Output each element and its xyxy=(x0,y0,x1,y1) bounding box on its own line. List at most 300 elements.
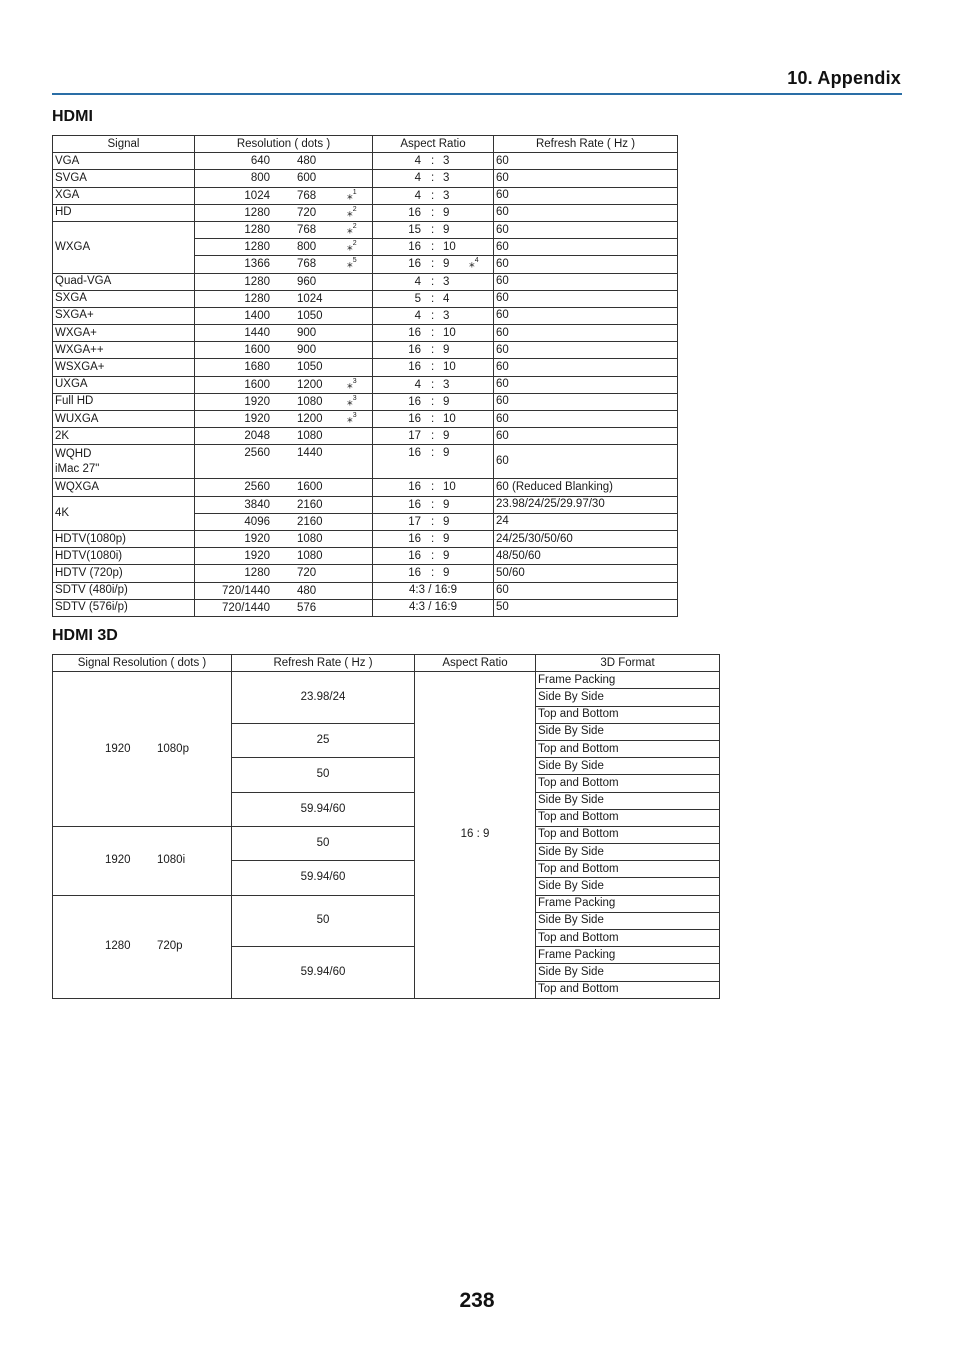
resolution-height: 720 xyxy=(297,567,317,580)
resolution-height: 1080 xyxy=(297,395,323,408)
aspect-a: 16 xyxy=(408,532,421,545)
table-row xyxy=(53,548,678,565)
chapter-title: 10. Appendix xyxy=(787,68,901,88)
refresh-rate-cell: 60 xyxy=(494,325,678,342)
resolution-width: 1280 xyxy=(244,206,270,219)
refresh-rate-cell: 60 xyxy=(494,582,678,599)
aspect-colon: : xyxy=(431,567,435,580)
resolution-cell xyxy=(195,256,373,273)
resolution-width: 1280 xyxy=(244,275,270,288)
table-row xyxy=(53,479,678,496)
signal-name: Full HD xyxy=(55,395,94,408)
aspect-a: 16 xyxy=(408,327,421,340)
footnote-mark: ⁎$^3$ xyxy=(347,394,357,408)
signal-name: Quad-VGA xyxy=(55,275,112,288)
aspect-cell xyxy=(373,359,494,376)
aspect-colon: : xyxy=(431,223,435,236)
hdmi-3d-table xyxy=(52,654,720,999)
resolution-cell xyxy=(195,204,373,221)
signal-name: SDTV (576i/p) xyxy=(55,601,128,614)
resolution-height: 1200 xyxy=(297,378,323,391)
resolution-cell xyxy=(195,187,373,204)
resolution-cell xyxy=(195,239,373,256)
signal-name: SXGA+ xyxy=(55,309,94,322)
signal-cell xyxy=(53,548,195,565)
resolution-width: 1280 xyxy=(244,567,270,580)
resolution-height: 2160 xyxy=(297,498,323,511)
format-cell: Side By Side xyxy=(536,964,720,981)
aspect-cell xyxy=(373,393,494,410)
signal-name: HDTV(1080i) xyxy=(55,549,123,562)
aspect-colon: : xyxy=(431,378,435,391)
column-header: 3D Format xyxy=(536,655,720,672)
signal-cell xyxy=(53,342,195,359)
aspect-b: 10 xyxy=(443,361,456,374)
aspect-b: 3 xyxy=(443,189,450,202)
resolution-cell xyxy=(195,273,373,290)
aspect-a: 16 xyxy=(408,395,421,408)
footnote-number: 2 xyxy=(352,222,357,230)
refresh-rate-cell: 59.94/60 xyxy=(232,792,415,826)
aspect-a: 16 xyxy=(408,241,421,254)
signal-name: WXGA++ xyxy=(55,343,104,356)
aspect-b: 3 xyxy=(443,172,450,185)
footnote-number: 3 xyxy=(352,394,357,402)
table-row xyxy=(53,565,678,582)
resolution-height: 720 xyxy=(297,206,317,219)
resolution-cell xyxy=(195,599,373,616)
aspect-cell xyxy=(373,204,494,221)
table-header-row xyxy=(53,136,678,153)
resolution-height: 768 xyxy=(297,258,317,271)
aspect-colon: : xyxy=(431,532,435,545)
refresh-rate-cell: 24 xyxy=(494,513,678,530)
aspect-cell xyxy=(373,428,494,445)
resolution-width: 1920 xyxy=(105,742,131,755)
signal-name: HD xyxy=(55,206,72,219)
resolution-width: 1920 xyxy=(244,550,270,563)
table-row xyxy=(53,170,678,187)
aspect-colon: : xyxy=(431,206,435,219)
table-row xyxy=(53,582,678,599)
resolution-height: 1050 xyxy=(297,309,323,322)
signal-cell xyxy=(53,376,195,393)
aspect-b: 9 xyxy=(443,532,450,545)
aspect-a: 4 xyxy=(414,155,421,168)
resolution-width: 720/1440 xyxy=(222,584,270,597)
resolution-width: 1680 xyxy=(244,361,270,374)
aspect-b: 9 xyxy=(443,430,450,443)
resolution-cell xyxy=(195,548,373,565)
resolution-height: 768 xyxy=(297,189,317,202)
aspect-a: 16 xyxy=(408,550,421,563)
resolution-height: 480 xyxy=(297,584,317,597)
aspect-cell xyxy=(373,239,494,256)
refresh-rate-cell: 60 xyxy=(494,204,678,221)
refresh-rate-cell: 60 xyxy=(494,221,678,238)
column-header: Signal Resolution ( dots ) xyxy=(53,655,232,672)
format-cell: Top and Bottom xyxy=(536,930,720,947)
refresh-rate-cell: 59.94/60 xyxy=(232,947,415,999)
footnote-number: 2 xyxy=(352,205,357,213)
table-row xyxy=(53,325,678,342)
resolution-cell xyxy=(195,565,373,582)
signal-name: HDTV(1080p) xyxy=(55,532,126,545)
refresh-rate-cell: 60 xyxy=(494,187,678,204)
refresh-rate-cell: 59.94/60 xyxy=(232,861,415,895)
table-row xyxy=(53,411,678,428)
format-cell: Side By Side xyxy=(536,689,720,706)
refresh-rate-cell: 60 xyxy=(494,411,678,428)
aspect-colon: : xyxy=(431,447,435,460)
aspect-cell xyxy=(373,325,494,342)
resolution-height: 1080 xyxy=(297,532,323,545)
table-row xyxy=(53,826,720,843)
aspect-cell xyxy=(373,221,494,238)
refresh-rate-cell: 60 xyxy=(494,153,678,170)
signal-name: SDTV (480i/p) xyxy=(55,584,128,597)
resolution-cell xyxy=(195,325,373,342)
refresh-rate-cell: 50 xyxy=(232,758,415,792)
signal-resolution-cell xyxy=(53,826,232,895)
aspect-cell xyxy=(373,479,494,496)
resolution-width: 3840 xyxy=(244,498,270,511)
footnote-mark: ⁎$^5$ xyxy=(347,257,357,271)
signal-name: SXGA xyxy=(55,292,87,305)
footnote-mark: ⁎$^3$ xyxy=(347,412,357,425)
aspect-colon: : xyxy=(431,550,435,563)
aspect-colon: : xyxy=(431,515,435,528)
aspect-cell xyxy=(373,273,494,290)
refresh-rate-cell: 60 xyxy=(494,445,678,479)
aspect-cell xyxy=(373,153,494,170)
refresh-rate-cell: 50/60 xyxy=(494,565,678,582)
signal-resolution-cell xyxy=(53,895,232,998)
resolution-cell xyxy=(195,582,373,599)
aspect-cell xyxy=(373,342,494,359)
signal-name: WQHD xyxy=(55,447,92,460)
aspect-b: 3 xyxy=(443,378,450,391)
aspect-a: 4 xyxy=(414,309,421,322)
aspect-cell xyxy=(373,445,494,479)
footnote-number: 4 xyxy=(474,257,479,265)
aspect-b: 3 xyxy=(443,309,450,322)
aspect-b: 9 xyxy=(443,206,450,219)
aspect-a: 16 xyxy=(408,567,421,580)
refresh-rate-cell: 60 xyxy=(494,170,678,187)
table-row xyxy=(53,496,678,513)
table-header-row xyxy=(53,655,720,672)
column-header: Refresh Rate ( Hz ) xyxy=(494,136,678,153)
signal-cell xyxy=(53,153,195,170)
table-row xyxy=(53,342,678,359)
page-number: 238 xyxy=(459,1289,495,1312)
column-header: Resolution ( dots ) xyxy=(195,136,373,153)
resolution-cell xyxy=(195,342,373,359)
format-cell: Frame Packing xyxy=(536,895,720,912)
signal-cell xyxy=(53,565,195,582)
aspect-b: 9 xyxy=(443,567,450,580)
table-row xyxy=(53,273,678,290)
resolution-cell xyxy=(195,513,373,530)
signal-name: WSXGA+ xyxy=(55,361,105,374)
resolution-cell xyxy=(195,428,373,445)
resolution-cell xyxy=(195,393,373,410)
signal-cell xyxy=(53,530,195,547)
signal-cell xyxy=(53,445,195,479)
aspect-cell xyxy=(373,582,494,599)
aspect-cell xyxy=(373,599,494,616)
resolution-height: 800 xyxy=(297,241,317,254)
aspect-b: 10 xyxy=(443,413,456,425)
resolution-height: 480 xyxy=(297,155,317,168)
resolution-height: 768 xyxy=(297,223,317,236)
signal-name: SVGA xyxy=(55,171,87,184)
aspect-colon: : xyxy=(473,828,483,841)
aspect-cell xyxy=(373,170,494,187)
format-cell: Side By Side xyxy=(536,844,720,861)
resolution-width: 1280 xyxy=(244,223,270,236)
format-cell: Side By Side xyxy=(536,723,720,740)
table-row xyxy=(53,153,678,170)
aspect-colon: : xyxy=(431,309,435,322)
aspect-b: 3 xyxy=(443,275,450,288)
aspect-colon: : xyxy=(431,292,435,305)
resolution-cell xyxy=(195,307,373,324)
table-row xyxy=(53,359,678,376)
aspect-colon: : xyxy=(431,258,435,271)
resolution-width: 2048 xyxy=(244,430,270,443)
format-cell: Side By Side xyxy=(536,912,720,929)
table-row xyxy=(53,307,678,324)
format-cell: Frame Packing xyxy=(536,672,720,689)
resolution-mode: 1080i xyxy=(157,854,186,867)
table-row xyxy=(53,376,678,393)
resolution-width: 2560 xyxy=(244,481,270,494)
format-cell: Top and Bottom xyxy=(536,981,720,998)
column-header: Aspect Ratio xyxy=(415,655,536,672)
aspect-a: 4 xyxy=(414,275,421,288)
signal-resolution-cell xyxy=(53,672,232,827)
signal-name: UXGA xyxy=(55,378,88,391)
resolution-width: 640 xyxy=(250,155,270,168)
resolution-cell xyxy=(195,445,373,479)
signal-cell xyxy=(53,325,195,342)
format-cell: Side By Side xyxy=(536,792,720,809)
resolution-cell xyxy=(195,153,373,170)
refresh-rate-cell: 50 xyxy=(232,895,415,947)
resolution-width: 1920 xyxy=(105,854,131,867)
aspect-b: 9 xyxy=(443,515,450,528)
aspect-a: 4 xyxy=(414,189,421,202)
aspect-a: 16 xyxy=(408,481,421,494)
table-row xyxy=(53,187,678,204)
aspect-cell xyxy=(373,496,494,513)
refresh-rate-cell: 48/50/60 xyxy=(494,548,678,565)
aspect-b: 9 xyxy=(443,395,450,408)
format-cell: Side By Side xyxy=(536,878,720,895)
aspect-colon: : xyxy=(431,275,435,288)
resolution-cell xyxy=(195,411,373,428)
signal-cell xyxy=(53,290,195,307)
aspect-colon: : xyxy=(431,172,435,185)
refresh-rate-cell: 60 (Reduced Blanking) xyxy=(494,479,678,496)
aspect-colon: : xyxy=(431,241,435,254)
format-cell: Top and Bottom xyxy=(536,809,720,826)
hdmi-signal-table xyxy=(52,135,678,617)
aspect-a: 16 xyxy=(408,498,421,511)
aspect-a: 17 xyxy=(408,430,421,443)
footnote-number: 3 xyxy=(352,412,357,419)
signal-name: VGA xyxy=(55,154,80,167)
aspect-cell xyxy=(373,187,494,204)
resolution-height: 2160 xyxy=(297,515,323,528)
resolution-width: 1920 xyxy=(244,413,270,425)
footnote-mark: ⁎$^2$ xyxy=(347,205,357,219)
footnote-mark: ⁎$^1$ xyxy=(347,188,357,202)
resolution-cell xyxy=(195,170,373,187)
aspect-cell xyxy=(373,513,494,530)
aspect-b: 9 xyxy=(443,550,450,563)
column-header: Signal xyxy=(53,136,195,153)
table-row xyxy=(53,428,678,445)
format-cell: Top and Bottom xyxy=(536,861,720,878)
refresh-rate-cell: 25 xyxy=(232,723,415,757)
format-cell: Top and Bottom xyxy=(536,740,720,757)
aspect-b: 10 xyxy=(443,241,456,254)
aspect-a: 16 xyxy=(408,413,421,425)
footnote-number: 3 xyxy=(352,377,357,385)
aspect-a: 16 xyxy=(408,447,421,460)
format-cell: Top and Bottom xyxy=(536,826,720,843)
footnote-number: 2 xyxy=(352,240,357,248)
resolution-width: 2560 xyxy=(244,447,270,460)
resolution-width: 1920 xyxy=(244,532,270,545)
signal-name: 4K xyxy=(55,506,70,519)
hdmi-heading: HDMI xyxy=(52,108,93,125)
resolution-cell xyxy=(195,479,373,496)
aspect-b: 9 xyxy=(482,828,490,841)
aspect-b: 9 xyxy=(443,258,450,271)
resolution-height: 1050 xyxy=(297,361,323,374)
column-header: Refresh Rate ( Hz ) xyxy=(232,655,415,672)
aspect-colon: : xyxy=(431,361,435,374)
aspect-colon: : xyxy=(431,395,435,408)
aspect-a: 16 xyxy=(408,344,421,357)
aspect-b: 3 xyxy=(443,155,450,168)
resolution-height: 900 xyxy=(297,327,317,340)
signal-cell xyxy=(53,428,195,445)
table-row xyxy=(53,290,678,307)
resolution-cell xyxy=(195,359,373,376)
aspect-colon: : xyxy=(431,189,435,202)
column-header: Aspect Ratio xyxy=(373,136,494,153)
signal-cell xyxy=(53,393,195,410)
format-cell: Side By Side xyxy=(536,758,720,775)
signal-name: WQXGA xyxy=(55,480,100,493)
resolution-height: 1440 xyxy=(297,447,323,460)
refresh-rate-cell: 23.98/24/25/29.97/30 xyxy=(494,496,678,513)
aspect-colon: : xyxy=(431,327,435,340)
signal-cell xyxy=(53,411,195,428)
aspect-a: 15 xyxy=(408,223,421,236)
resolution-width: 800 xyxy=(250,172,270,185)
table-row xyxy=(53,221,678,238)
signal-cell xyxy=(53,479,195,496)
aspect-cell xyxy=(373,411,494,428)
signal-cell xyxy=(53,307,195,324)
aspect-colon: : xyxy=(431,344,435,357)
aspect-a: 16 xyxy=(408,258,421,271)
table-row xyxy=(53,445,678,479)
format-cell: Top and Bottom xyxy=(536,706,720,723)
aspect-b: 10 xyxy=(443,481,456,494)
resolution-height: 900 xyxy=(297,344,317,357)
table-row xyxy=(53,530,678,547)
resolution-height: 1080 xyxy=(297,550,323,563)
aspect-cell xyxy=(373,530,494,547)
resolution-width: 1920 xyxy=(244,395,270,408)
signal-name: WXGA xyxy=(55,240,91,253)
aspect-b: 9 xyxy=(443,447,450,460)
table-row xyxy=(53,393,678,410)
resolution-width: 1280 xyxy=(244,241,270,254)
resolution-height: 1200 xyxy=(297,413,323,425)
refresh-rate-cell: 60 xyxy=(494,239,678,256)
signal-cell xyxy=(53,221,195,273)
aspect-cell xyxy=(373,290,494,307)
refresh-rate-cell: 60 xyxy=(494,428,678,445)
signal-cell xyxy=(53,170,195,187)
resolution-cell xyxy=(195,496,373,513)
aspect-cell xyxy=(373,565,494,582)
refresh-rate-cell: 60 xyxy=(494,290,678,307)
signal-name: 2K xyxy=(55,429,70,442)
signal-name: WUXGA xyxy=(55,412,99,425)
aspect-cell xyxy=(373,256,494,273)
resolution-height: 1024 xyxy=(297,292,323,305)
resolution-width: 1600 xyxy=(244,344,270,357)
refresh-rate-cell: 60 xyxy=(494,376,678,393)
refresh-rate-cell: 60 xyxy=(494,307,678,324)
resolution-height: 1600 xyxy=(297,481,323,494)
aspect-b: 9 xyxy=(443,498,450,511)
aspect-colon: : xyxy=(431,498,435,511)
signal-name: HDTV (720p) xyxy=(55,566,123,579)
aspect-colon: : xyxy=(431,413,435,425)
signal-cell xyxy=(53,496,195,530)
resolution-width: 1024 xyxy=(244,189,270,202)
signal-cell xyxy=(53,359,195,376)
refresh-rate-cell: 60 xyxy=(494,359,678,376)
footnote-mark: ⁎$^4$ xyxy=(469,257,479,271)
resolution-mode: 1080p xyxy=(157,742,189,755)
resolution-cell xyxy=(195,376,373,393)
signal-cell xyxy=(53,204,195,221)
footnote-number: 1 xyxy=(352,188,357,196)
signal-cell xyxy=(53,187,195,204)
footnote-mark: ⁎$^3$ xyxy=(347,377,357,391)
aspect-a: 16 xyxy=(408,206,421,219)
aspect-cell xyxy=(415,672,536,999)
aspect-a: 16 xyxy=(460,828,474,841)
table-row xyxy=(53,204,678,221)
table-row xyxy=(53,599,678,616)
refresh-rate-cell: 24/25/30/50/60 xyxy=(494,530,678,547)
aspect-b: 9 xyxy=(443,223,450,236)
resolution-width: 1280 xyxy=(105,940,131,953)
resolution-height: 576 xyxy=(297,601,317,614)
